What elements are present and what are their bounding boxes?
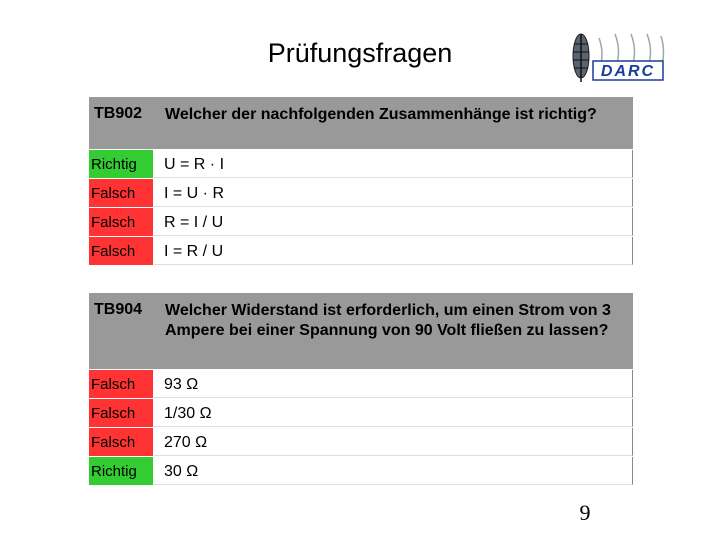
answer-row <box>89 207 633 236</box>
question-id: TB904 <box>94 301 143 318</box>
answer-status: Richtig <box>89 457 154 485</box>
answer-text: 30 Ω <box>154 457 633 485</box>
answer-status: Falsch <box>89 237 154 265</box>
answer-row <box>89 427 633 456</box>
answer-row <box>89 149 633 178</box>
answer-row <box>89 178 633 207</box>
question-text: Welcher der nachfolgenden Zusammenhänge ist richtig? <box>165 106 597 123</box>
answer-status: Falsch <box>89 370 154 398</box>
answer-text: 1/30 Ω <box>154 399 633 427</box>
answer-text: I = U · R <box>154 179 633 207</box>
page-number: 9 <box>579 500 591 525</box>
answer-text: 93 Ω <box>154 370 633 398</box>
darc-logo <box>565 30 665 86</box>
logo-text: DARC <box>600 63 656 80</box>
answer-row <box>89 456 633 485</box>
answer-status: Falsch <box>89 179 154 207</box>
answer-status: Richtig <box>89 150 154 178</box>
answer-text: I = R / U <box>154 237 633 265</box>
question-id: TB902 <box>94 105 143 122</box>
question-tb902 <box>89 97 633 265</box>
answer-text: 270 Ω <box>154 428 633 456</box>
question-tb904 <box>89 293 633 485</box>
page-title: Prüfungsfragen <box>267 38 453 68</box>
question-header <box>89 293 633 369</box>
antenna-icon <box>573 34 589 82</box>
answer-row <box>89 369 633 398</box>
answer-status: Falsch <box>89 399 154 427</box>
answer-status: Falsch <box>89 428 154 456</box>
question-header <box>89 97 633 149</box>
answer-text: R = I / U <box>154 208 633 236</box>
answer-status: Falsch <box>89 208 154 236</box>
answer-row <box>89 398 633 427</box>
question-text: Welcher Widerstand ist erforderlich, um einen Strom von 3 Ampere bei einer Spannung von 90 Volt fließen zu lassen? <box>165 302 611 339</box>
answer-row <box>89 236 633 265</box>
answer-text: U = R · I <box>154 150 633 178</box>
